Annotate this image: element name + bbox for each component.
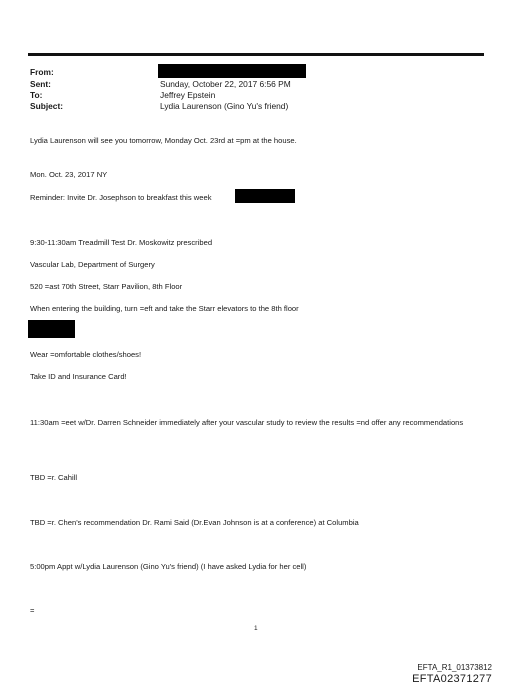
subject-value: Lydia Laurenson (Gino Yu's friend)	[160, 101, 289, 111]
to-value: Jeffrey Epstein	[160, 90, 216, 100]
from-label: From:	[30, 67, 54, 77]
sent-value: Sunday, October 22, 2017 6:56 PM	[160, 79, 291, 89]
body-line-9: Take ID and Insurance Card!	[30, 372, 127, 381]
body-line-7: When entering the building, turn =eft and take the Starr elevators to the 8th floor	[30, 304, 299, 313]
body-line-2: Mon. Oct. 23, 2017 NY	[30, 170, 108, 179]
page-number: 1	[254, 625, 258, 632]
body-line-1: Lydia Laurenson will see you tomorrow, Monday Oct. 23rd at =pm at the house.	[30, 136, 297, 145]
to-label: To:	[30, 90, 43, 100]
body-line-13: 5:00pm Appt w/Lydia Laurenson (Gino Yu's friend) (I have asked Lydia for her cell)	[30, 562, 307, 571]
bates-number-2: EFTA02371277	[412, 673, 492, 685]
directions-redaction	[28, 320, 75, 338]
reminder-redaction	[235, 189, 295, 203]
body-line-5: Vascular Lab, Department of Surgery	[30, 260, 155, 269]
subject-label: Subject:	[30, 101, 64, 111]
bates-number-1: EFTA_R1_01373812	[417, 663, 492, 672]
from-redaction	[158, 64, 306, 78]
body-line-3: Reminder: Invite Dr. Josephson to breakfast this week	[30, 193, 212, 202]
body-line-14: =	[30, 606, 35, 615]
header-rule	[28, 53, 484, 56]
sent-label: Sent:	[30, 79, 51, 89]
body-line-11: TBD =r. Cahill	[30, 473, 78, 482]
body-line-6: 520 =ast 70th Street, Starr Pavilion, 8th Floor	[30, 282, 183, 291]
body-line-4: 9:30-11:30am Treadmill Test Dr. Moskowitz prescribed	[30, 238, 213, 247]
body-line-12: TBD =r. Chen's recommendation Dr. Rami Said (Dr.Evan Johnson is at a conference) at Columbia	[30, 518, 359, 527]
body-line-8: Wear =omfortable clothes/shoes!	[30, 350, 142, 359]
body-line-10: 11:30am =eet w/Dr. Darren Schneider immediately after your vascular study to review the results =nd offer any recommendations	[30, 418, 464, 427]
